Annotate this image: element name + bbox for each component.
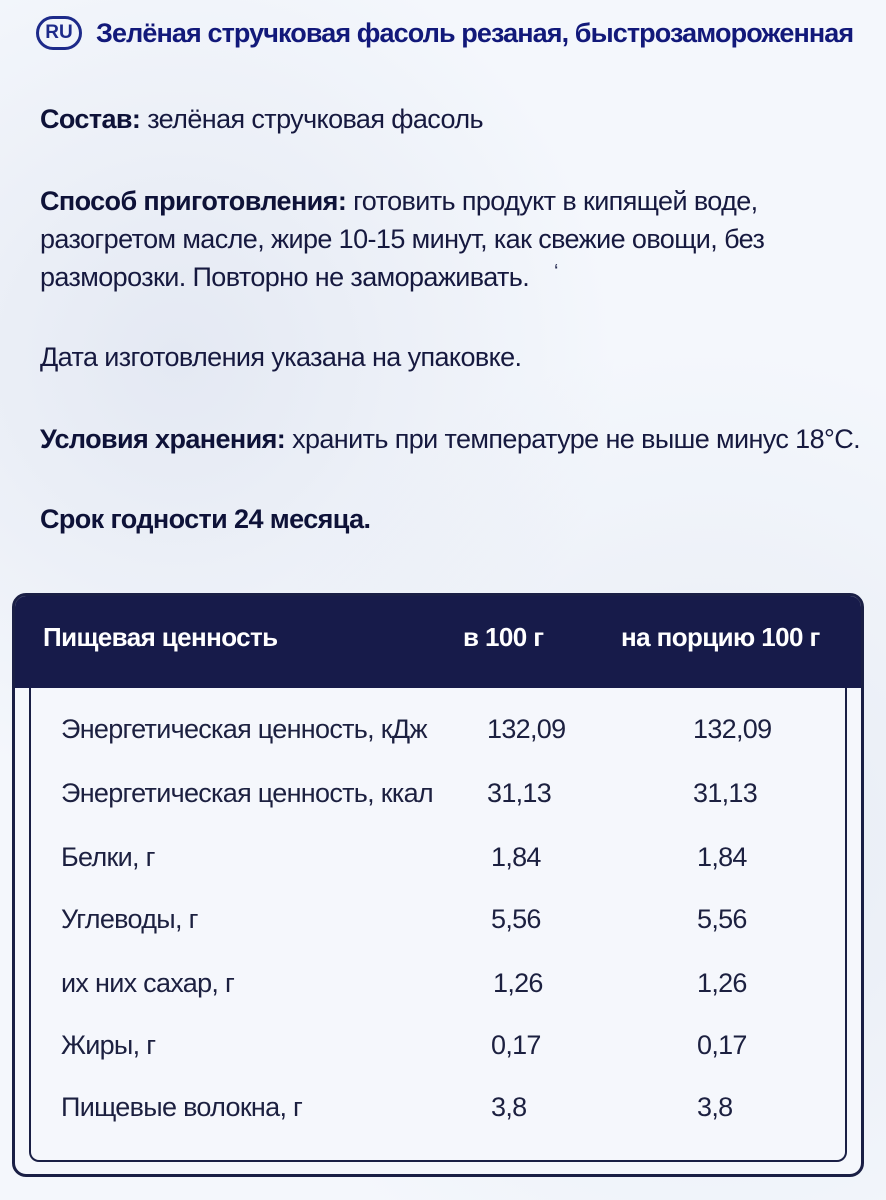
header-name: Пищевая ценность: [43, 622, 278, 652]
composition-paragraph: [40, 100, 483, 138]
language-badge: RU: [36, 16, 82, 50]
preparation-line-2: разогретом масле, жире 10-15 минут, как свежие овощи, без: [40, 224, 765, 254]
product-title: Зелёная стручковая фасоль резаная, быстрозамороженная: [96, 17, 854, 48]
row-per-serving: 5,56: [697, 904, 747, 934]
row-per-100g: 0,17: [491, 1030, 541, 1060]
shelf-life-paragraph: [40, 500, 370, 538]
row-per-serving: 31,13: [693, 778, 758, 808]
row-name: Пищевые волокна, г: [61, 1092, 303, 1122]
composition-text: зелёная стручковая фасоль: [147, 104, 483, 134]
nutrition-table: [12, 593, 864, 1177]
table-row: [31, 1086, 845, 1136]
table-row: [31, 1024, 845, 1074]
row-name: Энергетическая ценность, кДж: [61, 714, 427, 744]
row-name: Энергетическая ценность, ккал: [61, 778, 433, 808]
row-per-100g: 1,84: [491, 842, 541, 872]
storage-paragraph: [40, 420, 860, 458]
storage-label: Условия хранения:: [40, 424, 286, 454]
row-name: их них сахар, г: [61, 968, 235, 998]
row-per-serving: 132,09: [693, 714, 772, 744]
table-row: [31, 836, 845, 886]
row-per-serving: 1,26: [697, 968, 747, 998]
row-per-100g: 3,8: [491, 1092, 527, 1122]
production-date-text: Дата изготовления указана на упаковке.: [40, 342, 522, 372]
preparation-line-1: готовить продукт в кипящей воде,: [353, 186, 758, 216]
table-row: [31, 962, 845, 1012]
row-per-100g: 31,13: [487, 778, 552, 808]
storage-text: хранить при температуре не выше минус 18°С.: [292, 424, 860, 454]
ink-speck: ʻ: [554, 262, 559, 284]
preparation-line-3: разморозки. Повторно не замораживать.: [40, 262, 530, 292]
header-per-100g: в 100 г: [463, 622, 544, 652]
row-name: Белки, г: [61, 842, 155, 872]
row-per-100g: 5,56: [491, 904, 541, 934]
nutrition-table-header: [15, 596, 861, 688]
row-name: Углеводы, г: [61, 904, 198, 934]
row-name: Жиры, г: [61, 1030, 156, 1060]
row-per-100g: 1,26: [493, 968, 543, 998]
row-per-100g: 132,09: [487, 714, 566, 744]
row-per-serving: 1,84: [697, 842, 747, 872]
nutrition-table-body: [29, 688, 847, 1162]
title-row: [36, 16, 853, 50]
table-row: [31, 898, 845, 948]
preparation-label: Способ приготовления:: [40, 186, 347, 216]
header-per-serving: на порцию 100 г: [621, 622, 820, 652]
table-row: [31, 708, 845, 758]
row-per-serving: 3,8: [697, 1092, 733, 1122]
shelf-life-text: Срок годности 24 месяца.: [40, 504, 371, 534]
preparation-paragraph: [40, 182, 764, 296]
row-per-serving: 0,17: [697, 1030, 747, 1060]
production-date-paragraph: [40, 338, 521, 376]
table-row: [31, 772, 845, 822]
composition-label: Состав:: [40, 104, 141, 134]
